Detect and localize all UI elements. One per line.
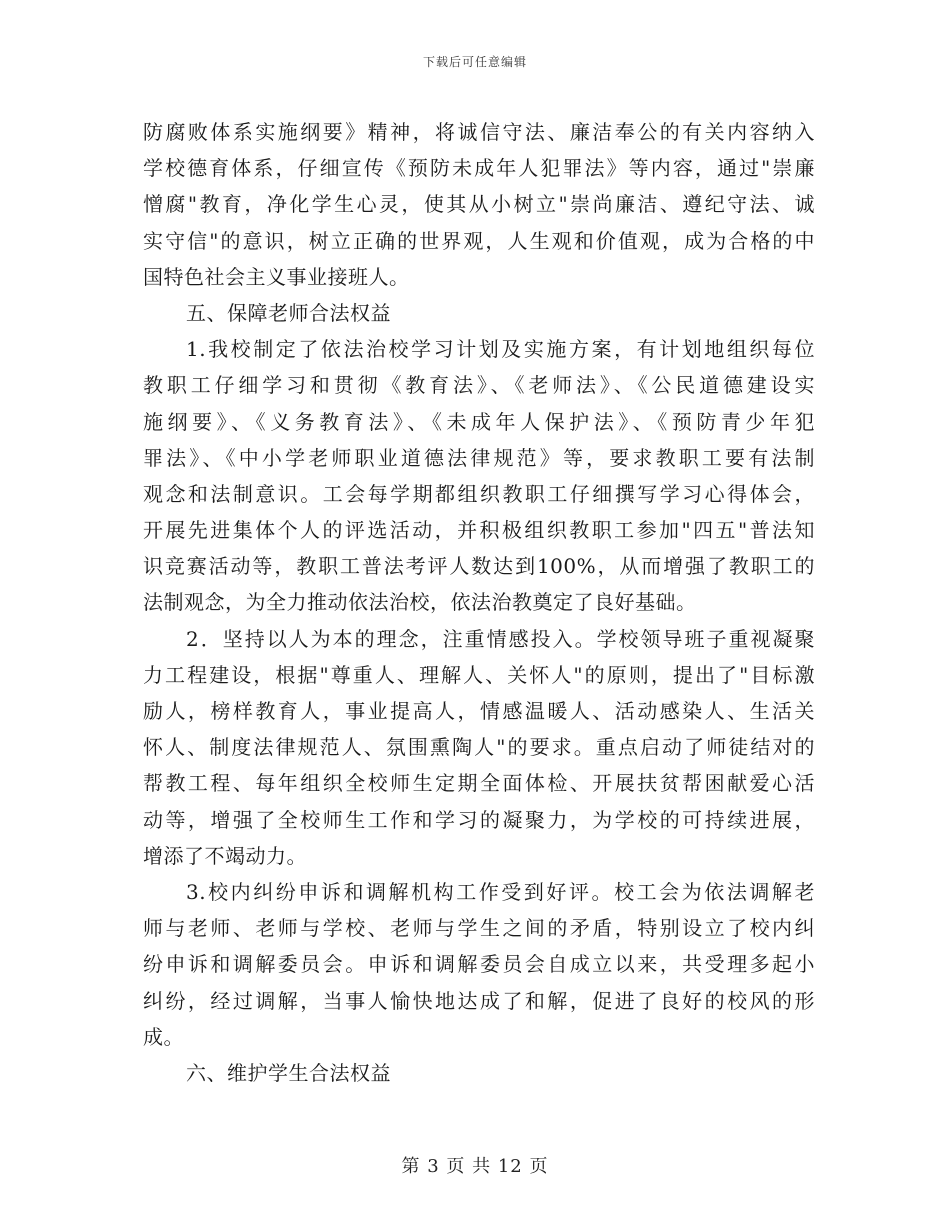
text-line: 1.我校制定了依法治校学习计划及实施方案，有计划地组织每位 [186, 337, 815, 362]
text-line: 怀人、制度法律规范人、氛围熏陶人"的要求。重点启动了师徒结对的 [143, 735, 815, 760]
text-line: 力工程建设，根据"尊重人、理解人、关怀人"的原则，提出了"目标激 [143, 662, 815, 687]
text-line: 3.校内纠纷申诉和调解机构工作受到好评。校工会为依法调解老 [186, 879, 815, 904]
text-line: 五、保障老师合法权益 [186, 300, 391, 325]
text-line: 增添了不竭动力。 [143, 843, 307, 868]
text-line: 实守信"的意识，树立正确的世界观，人生观和价值观，成为合格的中 [143, 228, 815, 253]
text-line: 师与老师、老师与学校、老师与学生之间的矛盾，特别设立了校内纠 [143, 916, 815, 941]
text-line: 学校德育体系，仔细宣传《预防未成年人犯罪法》等内容，通过"崇廉 [143, 156, 815, 181]
page-number-footer: 第 3 页 共 12 页 [401, 1156, 549, 1177]
text-line: 法制观念，为全力推动依法治校，依法治教奠定了良好基础。 [143, 590, 697, 615]
text-line: 开展先进集体个人的评选活动，并积极组织教职工参加"四五"普法知 [143, 518, 815, 543]
text-line: 纠纷，经过调解，当事人愉快地达成了和解，促进了良好的校风的形 [143, 988, 815, 1013]
text-line: 帮教工程、每年组织全校师生定期全面体检、开展扶贫帮困献爱心活 [143, 771, 815, 796]
text-line: 观念和法制意识。工会每学期都组织教职工仔细撰写学习心得体会， [143, 481, 815, 506]
document-body [143, 114, 815, 1091]
text-line: 励人，榜样教育人，事业提高人，情感温暖人、活动感染人、生活关 [143, 699, 815, 723]
text-line: 防腐败体系实施纲要》精神，将诚信守法、廉洁奉公的有关内容纳入 [143, 120, 815, 144]
text-line: 憎腐"教育，净化学生心灵，使其从小树立"崇尚廉洁、遵纪守法、诚 [143, 192, 815, 217]
text-line: 动等，增强了全校师生工作和学习的凝聚力，为学校的可持续进展， [143, 807, 815, 832]
page-header-note: 下载后可任意编辑 [422, 55, 527, 69]
text-line: 六、维护学生合法权益 [186, 1060, 391, 1085]
text-line: 罪法》、《中小学老师职业道德法律规范》等，要求教职工要有法制 [143, 445, 815, 470]
text-line: 施纲要》、《义务教育法》、《未成年人保护法》、《预防青少年犯 [143, 409, 815, 434]
text-line: 纷申诉和调解委员会。申诉和调解委员会自成立以来，共受理多起小 [143, 952, 815, 977]
text-line: 识竞赛活动等，教职工普法考评人数达到100%，从而增强了教职工的 [143, 554, 815, 579]
text-line: 国特色社会主义事业接班人。 [143, 264, 410, 289]
text-line: 成。 [143, 1024, 184, 1049]
text-line: 教职工仔细学习和贯彻《教育法》、《老师法》、《公民道德建设实 [143, 373, 815, 398]
text-line: 2．坚持以人为本的理念，注重情感投入。学校领导班子重视凝聚 [186, 626, 815, 651]
